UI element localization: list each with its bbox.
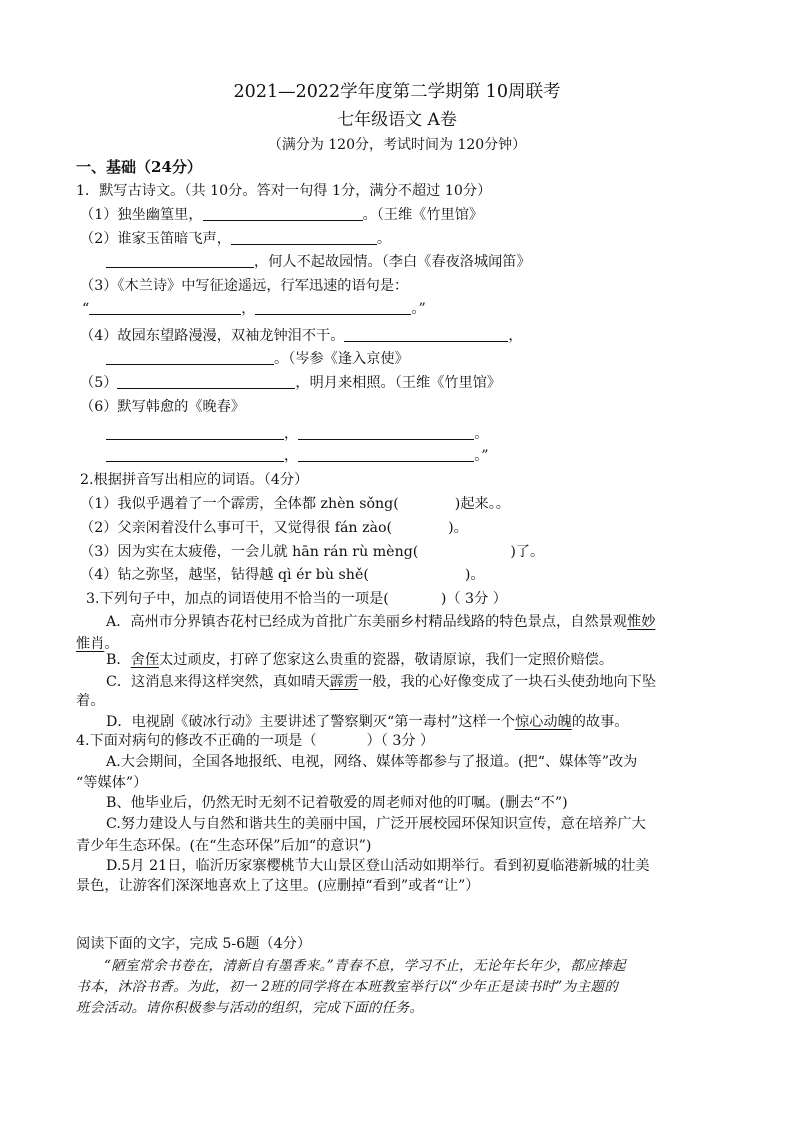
q2-text: )了。 [510, 544, 545, 560]
answer-blank[interactable] [298, 447, 474, 462]
q2-text: )。 [464, 567, 485, 583]
q3-text: 的故事。 [571, 714, 629, 730]
answer-blank[interactable] [106, 350, 274, 365]
q2-text: （2）父亲闲着没什么事可干，又觉得很 fán zào( [80, 520, 393, 536]
underlined-word: 霹雳 [329, 674, 359, 690]
q1-text: （2）谁家玉笛暗飞声， [80, 231, 231, 247]
underlined-word: 惟妙 [627, 614, 656, 630]
q3-text: 。 [104, 636, 119, 652]
reading-passage-line-1: “陋室常余书卷在，清新自有墨香来。”青春不息，学习不止，无论年长年少，都应捧起 [104, 958, 626, 974]
q4-option-d-cont: 景色，让游客们深深地喜欢上了这里。(应删掉“看到”或者“让”） [76, 878, 480, 894]
answer-blank[interactable] [255, 300, 411, 315]
q3-intro [86, 589, 507, 609]
q3-option-c [106, 672, 656, 692]
q2-text: （1）我似乎遇着了一个霹雳，全体都 zhèn sǒng( [80, 496, 399, 512]
q1-text: ， [241, 301, 256, 317]
q3-text: B． [106, 652, 131, 668]
q2-text: （4）钻之弥坚，越坚，钻得越 qì ér bù shě( [80, 567, 369, 583]
answer-blank[interactable] [106, 425, 284, 440]
q1-line-10 [106, 424, 488, 444]
q4-option-b: B、他毕业后，仍然无时无刻不记着敬爱的周老师对他的叮嘱。(删去“不”) [106, 795, 568, 811]
q1-line-4: （3）《木兰诗》中写征途遥远，行军迅速的语句是： [80, 278, 409, 294]
answer-blank[interactable] [298, 425, 474, 440]
q1-line-9: （6）默写韩愈的《晚春》 [80, 399, 246, 415]
q2-text: )。 [448, 520, 468, 536]
q4-option-a-cont: “等媒体”） [76, 775, 148, 791]
q2-line-2 [80, 518, 468, 538]
q3-option-b [106, 650, 613, 670]
answer-blank[interactable] [344, 327, 508, 342]
q3-text: A．高州市分界镇杏花村已经成为首批广东美丽乡村精品线路的特色景点，自然景观 [106, 614, 627, 630]
q2-line-4 [80, 565, 485, 585]
answer-blank[interactable] [203, 206, 363, 221]
q4-text: 4.下面对病句的修改不正确的一项是（ [76, 733, 317, 749]
q1-text: 。” [411, 301, 426, 317]
q1-line-2 [80, 229, 391, 249]
q1-text: （4）故园东望路漫漫，双袖龙钟泪不干。 [80, 328, 345, 344]
underlined-word: 舍侄 [130, 652, 160, 668]
answer-blank[interactable] [231, 230, 377, 245]
q3-option-c-cont: 着。 [76, 693, 105, 709]
exam-subtitle: 七年级语文 A卷 [337, 110, 457, 130]
answer-blank[interactable] [106, 253, 254, 268]
q4-text: ）（ 3分 ） [366, 733, 435, 749]
underlined-word: 惟肖 [76, 636, 105, 652]
answer-blank[interactable] [117, 374, 295, 389]
q1-text: （5） [80, 375, 118, 391]
q3-text: C．这消息来得这样突然，真如晴天 [106, 674, 330, 690]
q1-text: （1）独坐幽篁里， [80, 207, 203, 223]
q1-line-7 [106, 349, 409, 369]
q4-option-d: D.5月 21日，临沂历家寨樱桃节大山景区登山活动如期举行。看到初夏临港新城的壮美 [106, 858, 650, 874]
q4-option-a: A.大会期间，全国各地报纸、电视，网络、媒体等都参与了报道。(把“、媒体等”改为 [106, 754, 638, 770]
answer-blank[interactable] [106, 447, 284, 462]
exam-note: （满分为 120分，考试时间为 120分钟） [267, 137, 527, 153]
q1-line-3 [106, 252, 531, 272]
q1-line-5 [82, 299, 426, 319]
underlined-word: 惊心动魄 [514, 714, 572, 730]
answer-blank[interactable] [89, 300, 241, 315]
q1-text: 。（王维《竹里馆》 [362, 207, 484, 223]
q4-option-c: C.努力建设人与自然和谐共生的美丽中国，广泛开展校园环保知识宣传，意在培养广大 [106, 816, 646, 832]
q1-text: 。（岑参《逢入京使》 [274, 351, 409, 367]
q2-intro: 2.根据拼音写出相应的词语。（4分） [80, 472, 309, 488]
q1-text: ，何人不起故园情。（李白《春夜洛城闻笛》 [254, 254, 531, 270]
q1-line-8 [80, 373, 501, 393]
q1-line-11 [106, 446, 489, 466]
q3-text: 一般，我的心好像变成了一块石头使劲地向下坠 [358, 674, 657, 690]
q2-text: （3）因为实在太疲倦，一会儿就 hān rán rù mèng( [80, 544, 419, 560]
q1-text: 。 [474, 426, 489, 442]
q3-text: 3.下列句子中，加点的词语使用不恰当的一项是( [86, 591, 389, 607]
q1-text: “ [82, 301, 90, 317]
q3-option-a [106, 612, 655, 632]
q1-text: 。 [376, 231, 392, 247]
q2-text: )起来。。 [454, 496, 510, 512]
exam-title: 2021—2022学年度第二学期第 10周联考 [233, 82, 561, 102]
q1-text: ， [508, 328, 523, 344]
q1-text: 。” [474, 448, 489, 464]
q2-line-1 [80, 494, 510, 514]
reading-passage-line-2: 书本，沐浴书香。为此，初一 2班的同学将在本班教室举行以“少年正是读书时”为主题的 [76, 979, 619, 995]
q1-text: ，明月来相照。（王维《竹里馆》 [295, 375, 502, 391]
q1-text: ， [284, 448, 299, 464]
q3-text: )（ 3分 ） [440, 591, 507, 607]
q4-intro [76, 731, 434, 751]
reading-passage-line-3: 班会活动。请你积极参与活动的组织，完成下面的任务。 [76, 1000, 424, 1016]
q1-intro: 1．默写古诗文。（共 10分。答对一句得 1分，满分不超过 10分） [76, 183, 492, 199]
q3-text: 太过顽皮，打碎了您家这么贵重的瓷器，敬请原谅，我们一定照价赔偿。 [159, 652, 614, 668]
q2-line-3 [80, 542, 544, 562]
q4-option-c-cont: 青少年生态环保。(在“生态环保”后加“的意识”) [76, 838, 372, 854]
q1-line-6 [80, 326, 523, 346]
q1-line-1 [80, 205, 483, 225]
q3-text: D．电视剧《破冰行动》主要讲述了警察剿灭“第一毒村”这样一个 [106, 714, 515, 730]
reading-intro: 阅读下面的文字，完成 5-6题（4分） [76, 936, 312, 952]
q1-text: ， [284, 426, 299, 442]
q3-option-d [106, 712, 628, 732]
section-heading: 一、基础（24分） [76, 158, 202, 176]
